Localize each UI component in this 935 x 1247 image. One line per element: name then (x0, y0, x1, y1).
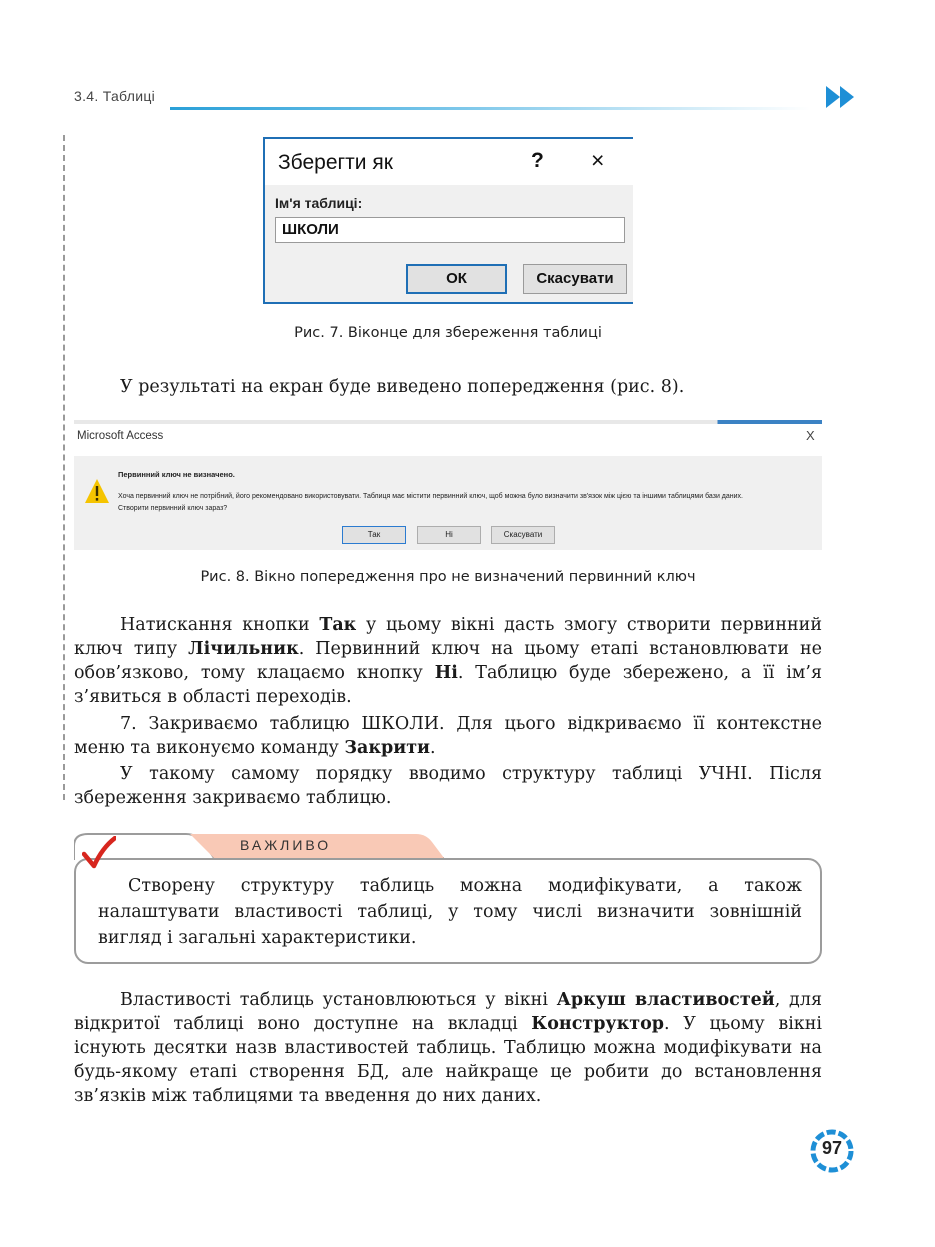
dialog-titlebar (74, 424, 822, 456)
paragraph-3: 7. Закриваємо таблицю ШКОЛИ. Для цього відкриваємо її контекстне меню та виконуємо команду Закрити. (74, 714, 822, 758)
paragraph-2: Натискання кнопки Так у цьому вікні дасть змогу створити первинний ключ типу Лічильник. Первинний ключ на цьому етапі встановлювати не обов’язково, тому клацаємо кнопку Ні. Таблицю буде збережено, а її ім’я з’явиться в області переходів. (74, 615, 823, 707)
warning-question: Створити первинний ключ зараз? (118, 505, 228, 512)
header-rule (170, 107, 810, 110)
paragraph-4: У такому самому порядку вводимо структуру таблиці УЧНІ. Після збереження закриваємо таблицю. (74, 764, 822, 808)
ok-button[interactable]: ОК (406, 264, 507, 294)
yes-button[interactable]: Так (342, 526, 406, 544)
page-number: 97 (821, 1138, 843, 1158)
help-button[interactable]: ? (531, 149, 544, 172)
window-title: Microsoft Access (77, 430, 164, 442)
checkmark-icon (82, 836, 116, 870)
close-button[interactable]: X (806, 428, 815, 443)
important-text: Створену структуру таблиць можна модифікувати, а також налаштувати властивості таблиці, у тому числі визначити зовнішній вигляд і загальні характеристики. (98, 876, 802, 948)
figure-7-caption: Рис. 7. Віконце для збереження таблиці (294, 325, 602, 341)
paragraph-5: Властивості таблиць установлюються у вікні Аркуш властивостей, для відкритої таблиці воно доступне на вкладці Конструктор. У цьому вікні існують десятки назв властивостей таблиць. Таблицю можна модифікувати на будь-якому етапі створення БД, але найкраще це робити до встановлення зв’язків між таблицями та введення до них даних. (74, 990, 822, 1106)
cancel-button[interactable]: Скасувати (523, 264, 627, 294)
table-name-input[interactable]: ШКОЛИ (275, 217, 625, 243)
important-label: ВАЖЛИВО (240, 837, 332, 853)
no-button[interactable]: Ні (417, 526, 481, 544)
table-name-label: Ім'я таблиці: (275, 195, 363, 211)
margin-dashed-rule (63, 135, 65, 800)
section-header: 3.4. Таблиці (74, 88, 156, 104)
dialog-title: Зберегти як (278, 151, 393, 174)
paragraph-1: У результаті на екран буде виведено попередження (рис. 8). (120, 377, 685, 397)
save-as-dialog (263, 137, 633, 304)
double-chevron-right-icon (824, 84, 858, 110)
close-button[interactable]: × (591, 147, 605, 173)
cancel-button[interactable]: Скасувати (491, 526, 555, 544)
figure-8-caption: Рис. 8. Вікно попередження про не визначений первинний ключ (200, 569, 696, 585)
warning-triangle-icon (84, 478, 110, 504)
warning-dialog (74, 420, 822, 550)
warning-heading: Первинний ключ не визначено. (118, 470, 235, 479)
warning-message: Хоча первинний ключ не потрібний, його рекомендовано використовувати. Таблиця має містити первинний ключ, щоб можна було визначити зв'язок між цією та іншими таблицями бази даних. (118, 493, 744, 500)
